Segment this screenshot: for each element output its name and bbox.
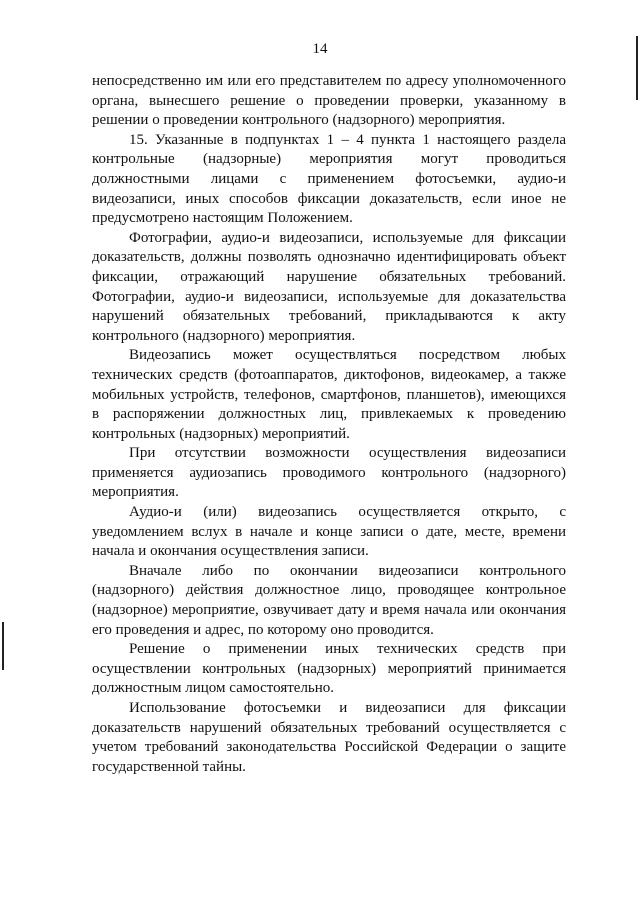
paragraph-audio-fallback: При отсутствии возможности осуществления видеозаписи применяется аудиозапись проводимого контрольного (надзорного) мероприятия. <box>92 445 566 501</box>
paragraph-continuation: непосредственно им или его представителем по адресу уполномоченного органа, вынесшего решение о проведении проверки, указанному в решении о проведении контрольного (надзорного) мероприятия. <box>92 73 566 129</box>
paragraph-photo-evidence: Фотографии, аудио-и видеозаписи, используемые для фиксации доказательств, должны позволять однозначно идентифицировать объект фиксации, отражающий нарушение обязательных требований. Фотографии, аудио-и видеозаписи, используемые для доказательства нарушений обязательных требований, прикладываются к акту контрольного (надзорного) мероприятия. <box>92 229 566 344</box>
paragraph-video-means: Видеозапись может осуществляться посредством любых технических средств (фотоаппаратов, диктофонов, видеокамер, а также мобильных устройств, телефонов, смартфонов, планшетов), имеющихся в распоряжении должностных лиц, привлекаемых к проведению контрольных (надзорных) мероприятий. <box>92 347 566 442</box>
paragraph-open-recording: Аудио-и (или) видеозапись осуществляется открыто, с уведомлением вслух в начале и конце записи о дате, месте, времени начала и окончания осуществления записи. <box>92 504 566 560</box>
paragraph-other-means: Решение о применении иных технических средств при осуществлении контрольных (надзорных) мероприятий принимается должностным лицом самостоятельно. <box>92 641 566 697</box>
document-body <box>92 72 566 777</box>
paragraph-announcement: Вначале либо по окончании видеозаписи контрольного (надзорного) действия должностное лицо, проводящее контрольное (надзорное) мероприятие, озвучивает дату и время начала или окончания его проведения и адрес, по которому оно проводится. <box>92 562 566 638</box>
page-number: 14 <box>312 41 328 57</box>
paragraph-state-secret: Использование фотосъемки и видеозаписи для фиксации доказательств нарушений обязательных требований осуществляется с учетом требований законодательства Российской Федерации о защите государственной тайны. <box>92 700 566 775</box>
scan-edge-mark-left <box>2 622 4 670</box>
paragraph-item-15: 15. Указанные в подпунктах 1 – 4 пункта 1 настоящего раздела контрольные (надзорные) мероприятия могут проводиться должностными лицами с применением фотосъемки, аудио-и видеозаписи, иных способов фиксации доказательств, если иное не предусмотрено настоящим Положением. <box>92 131 566 227</box>
